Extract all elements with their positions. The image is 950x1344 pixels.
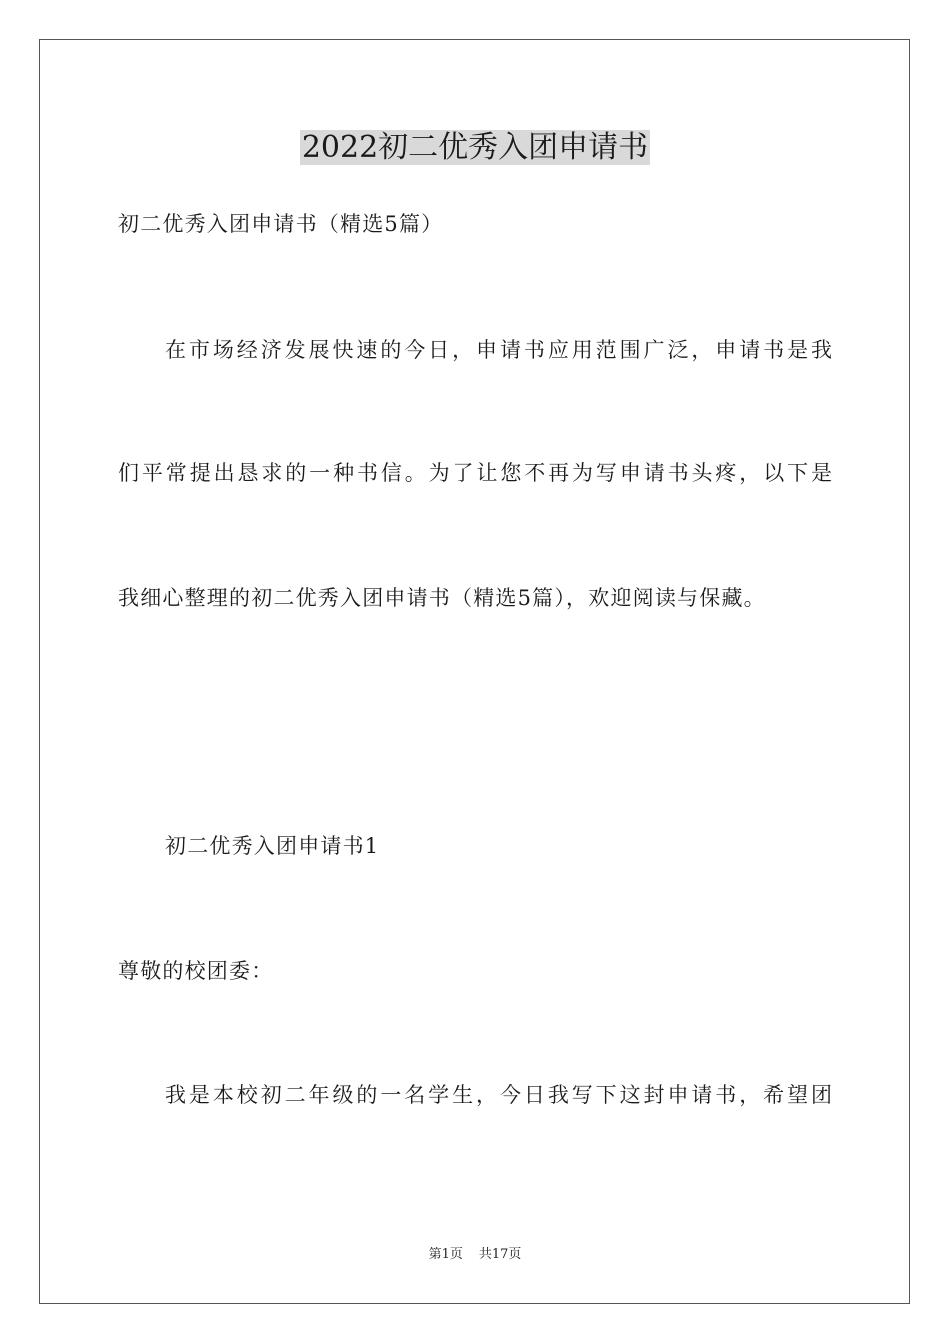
salutation: 尊敬的校团委：: [118, 959, 274, 983]
page-total: 共17页: [478, 1247, 522, 1262]
section-heading: 初二优秀入团申请书1: [165, 834, 380, 858]
page-number: 第1页: [428, 1247, 463, 1262]
body-line-1: 我是本校初二年级的一名学生，今日我写下这封申请书，希望团: [165, 1083, 832, 1107]
intro-line-3: 我细心整理的初二优秀入团申请书（精选5篇），欢迎阅读与保藏。: [118, 586, 766, 610]
intro-line-2: 们平常提出恳求的一种书信。为了让您不再为写申请书头疼，以下是: [118, 461, 832, 485]
intro-line-1: 在市场经济发展快速的今日，申请书应用范围广泛，申请书是我: [165, 338, 832, 362]
document-title: 2022初二优秀入团申请书: [301, 130, 649, 165]
page-footer: [0, 1245, 950, 1265]
document-subtitle: 初二优秀入团申请书（精选5篇）: [118, 212, 444, 236]
